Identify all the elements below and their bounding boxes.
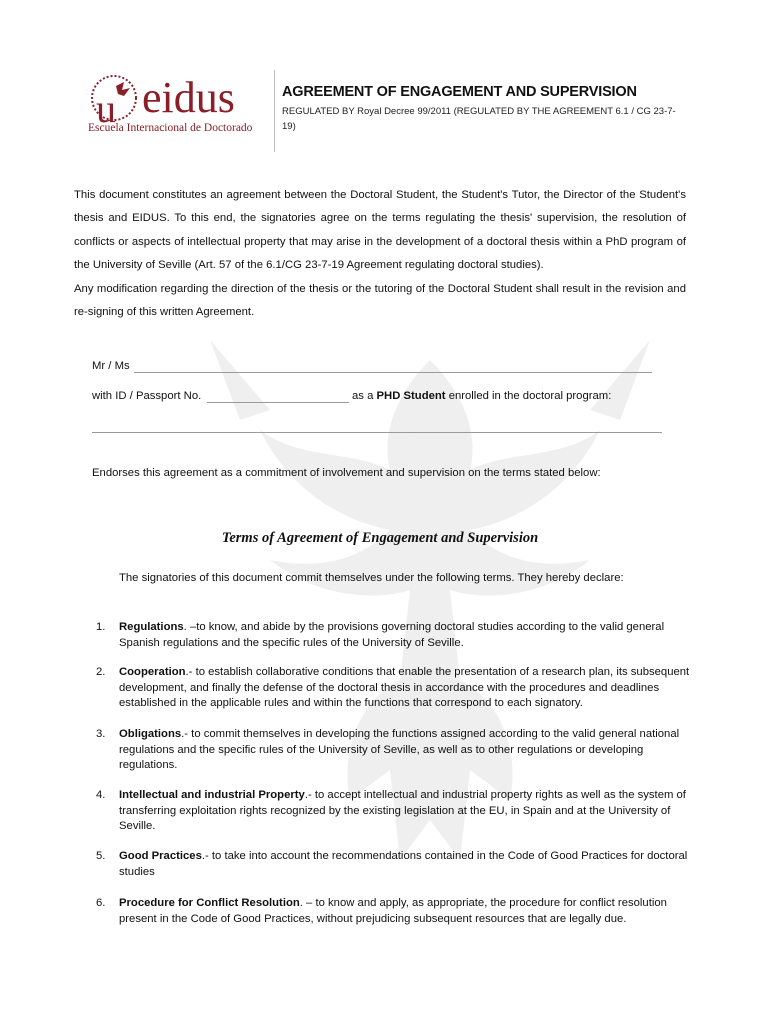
term-label: Cooperation [119,666,186,678]
header-divider [274,70,275,152]
term-number: 4. [96,789,106,801]
term-number: 2. [96,666,106,678]
student-role-text [352,390,611,402]
term-label: Procedure for Conflict Resolution [119,897,300,909]
term-number: 3. [96,728,106,740]
term-number: 5. [96,850,106,862]
intro-paragraph: This document constitutes an agreement between the Doctoral Student, the Student's Tutor, the Director of the Student's thesis and EIDUS. To this end, the signatories agree on the terms regulating the thesis' supervision, the resolution of conflicts or aspects of intellectual property that may arise in the development of a doctoral thesis within a PhD program of the University of Seville (Art. 57 of the 6.1/CG 23-7-19 Agreement regulating doctoral studies). [74,189,686,272]
endorse-statement: Endorses this agreement as a commitment of involvement and supervision on the terms stated below: [92,467,601,479]
intro-text [74,184,686,324]
enrolled-text: enrolled in the doctoral program: [448,390,612,402]
id-input-line[interactable] [207,402,349,403]
term-text: .- to establish collaborative conditions that enable the presentation of a research plan, its subsequent development, and finally the defense of the doctoral thesis in accordance with the procedures and deadlines established in the applicable rules and within the functions that correspond to each signatory. [119,666,690,710]
logo-subline: Escuela Internacional de Doctorado [88,122,253,134]
term-text: .- to accept intellectual and industrial property rights as well as the system of transferring exploitation rights recognized by the existing legislation at the EU, in Spain and at the University of Seville. [119,789,686,833]
term-item [96,788,696,835]
terms-title: Terms of Agreement of Engagement and Supervision [221,530,539,546]
svg-text:u: u [96,86,116,128]
university-seal-icon [86,72,142,128]
term-number: 6. [96,897,106,909]
term-number: 1. [96,621,106,633]
id-label: with ID / Passport No. [92,390,202,402]
term-label: Obligations [119,728,182,740]
term-label: Good Practices [119,850,202,862]
term-item [96,665,696,712]
intro-paragraph: Any modification regarding the direction of the thesis or the tutoring of the Doctoral Student shall result in the revision and re-signing of this written Agreement. [74,282,686,319]
document-title: AGREEMENT OF ENGAGEMENT AND SUPERVISION [282,84,637,100]
term-text: . – to know and apply, as appropriate, the procedure for conflict resolution present in the Code of Good Practices, without prejudicing subsequent resources that are legally due. [119,897,667,925]
document-subtitle: REGULATED BY Royal Decree 99/2011 (REGULATED BY THE AGREEMENT 6.1 / CG 23-7-19) [282,106,676,132]
name-input-line[interactable] [134,372,652,373]
as-a-text: as a [352,390,374,402]
eidus-logo [86,72,256,138]
term-item [96,849,696,880]
logo-wordmark: eidus [142,73,235,122]
term-text: . –to know, and abide by the provisions governing doctoral studies according to the valid general Spanish regulations and the specific rules of the University of Seville. [119,621,665,649]
term-label: Intellectual and industrial Property [119,789,305,801]
term-item [96,896,696,927]
term-item [96,620,696,651]
document-header [0,0,770,160]
term-label: Regulations [119,621,184,633]
term-text: .- to commit themselves in developing the functions assigned according to the valid general national regulations and the specific rules of the University of Seville, as well as to other regulations or developing regulations. [119,728,680,772]
term-text: .- to take into account the recommendations contained in the Code of Good Practices for doctoral studies [119,850,688,878]
term-item [96,727,696,774]
phd-student-label: PHD Student [376,390,446,402]
doctoral-program-input-line[interactable] [92,432,662,433]
terms-intro: The signatories of this document commit themselves under the following terms. They hereby declare: [119,572,624,584]
name-label: Mr / Ms [92,360,130,372]
